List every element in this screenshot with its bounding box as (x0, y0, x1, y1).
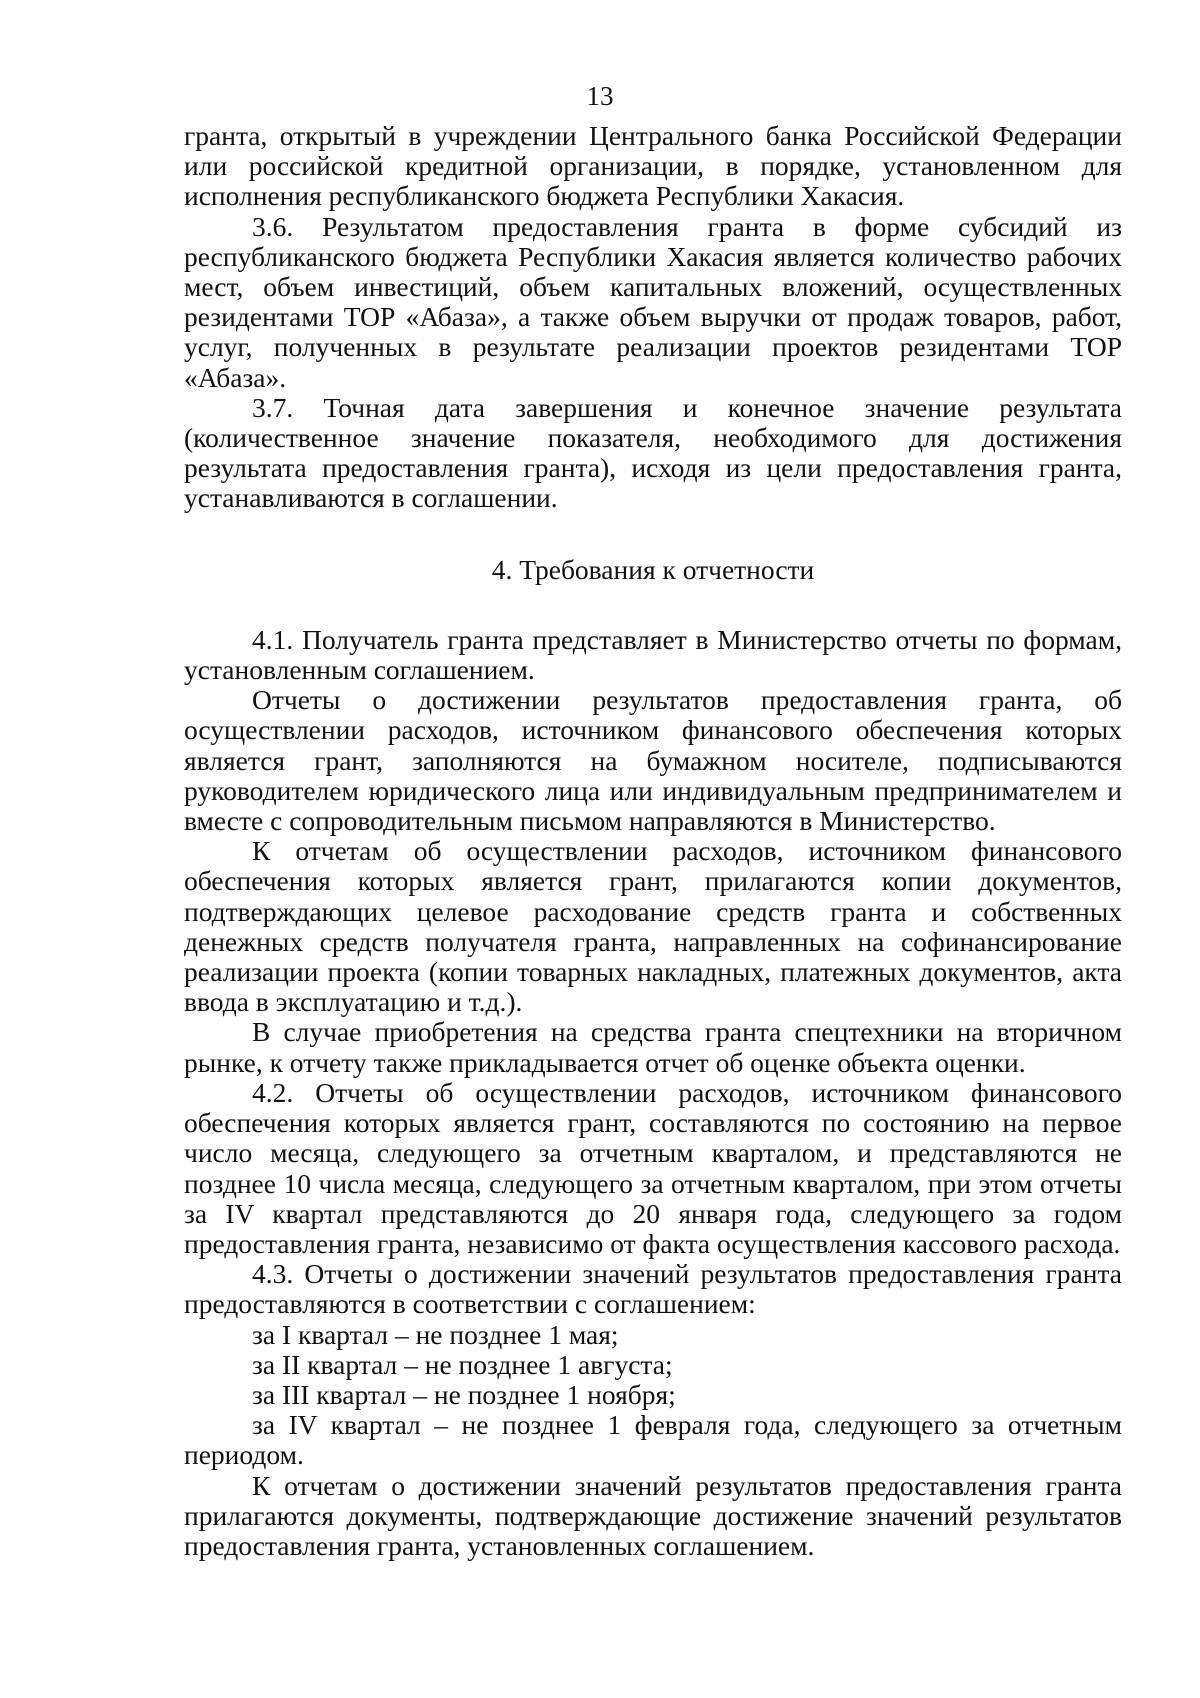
paragraph-continuation: гранта, открытый в учреждении Центрального банка Российской Федерации или российской кредитной организации, в порядке, установленном для исполнения республиканского бюджета Республики Хакасия. (184, 120, 1122, 212)
list-item-quarter-3: за III квартал – не позднее 1 ноября; (252, 1378, 676, 1410)
paragraph-4-3: 4.3. Отчеты о достижении значений результатов предоставления гранта предоставляются в соответствии с соглашением: (184, 1258, 1122, 1320)
paragraph-4-1: 4.1. Получатель гранта представляет в Министерство отчеты по формам, установленным соглашением. (184, 623, 1122, 686)
page-number: 13 (586, 81, 614, 111)
list-item-quarter-1: за I квартал – не позднее 1 мая; (252, 1318, 619, 1350)
paragraph-3-6: 3.6. Результатом предоставления гранта в форме субсидий из республиканского бюджета Республики Хакасия является количество рабочих мест, объем инвестиций, объем капитальных вложений, осуществленных резидентами ТОР «Абаза», а также объем выручки от продаж товаров, работ, услуг, полученных в результате реализации проектов резидентами ТОР «Абаза». (184, 210, 1122, 393)
document-body (184, 121, 1122, 1561)
list-item-quarter-4: за IV квартал – не позднее 1 февраля года, следующего за отчетным периодом. (184, 1409, 1122, 1471)
paragraph-4-2: 4.2. Отчеты об осуществлении расходов, источником финансового обеспечения которых является грант, составляются по состоянию на первое число месяца, следующего за отчетным кварталом, и представляются не позднее 10 числа месяца, следующего за отчетным кварталом, при этом отчеты за IV квартал представляются до 20 января года, следующего за годом предоставления гранта, независимо от факта осуществления кассового расхода. (184, 1076, 1122, 1259)
list-item-quarter-2: за II квартал – не позднее 1 августа; (252, 1348, 673, 1380)
paragraph-3-7: 3.7. Точная дата завершения и конечное значение результата (количественное значение показателя, необходимого для достижения результата предоставления гранта), исходя из цели предоставления гранта, устанавливаются в соглашении. (184, 391, 1122, 514)
paragraph-secondary-market: В случае приобретения на средства гранта спецтехники на вторичном рынке, к отчету также прикладывается отчет об оценке объекта оценки. (184, 1016, 1122, 1078)
section-heading: 4. Требования к отчетности (491, 553, 815, 585)
paragraph-reports-attachments: К отчетам об осуществлении расходов, источником финансового обеспечения которых является грант, прилагаются копии документов, подтверждающих целевое расходование средств гранта и собственных денежных средств получателя гранта, направленных на софинансирование реализации проекта (копии товарных накладных, платежных документов, акта ввода в эксплуатацию и т.д.). (184, 835, 1122, 1018)
paragraph-final: К отчетам о достижении значений результатов предоставления гранта прилагаются документы, подтверждающие достижение значений результатов предоставления гранта, установленных соглашением. (184, 1469, 1122, 1561)
paragraph-reports-results: Отчеты о достижении результатов предоставления гранта, об осуществлении расходов, источником финансового обеспечения которых является грант, заполняются на бумажном носителе, подписываются руководителем юридического лица или индивидуальным предпринимателем и вместе с сопроводительным письмом направляются в Министерство. (184, 684, 1122, 837)
